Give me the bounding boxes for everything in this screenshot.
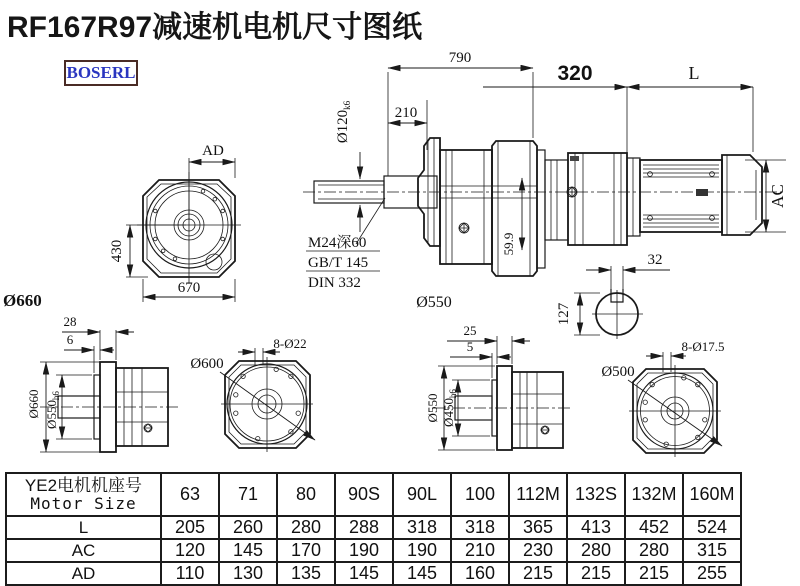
motor-size-table <box>5 472 742 586</box>
motor-size-column-header: 63 <box>161 473 219 516</box>
dim-value-cell: 145 <box>393 562 451 585</box>
table-row <box>6 516 741 539</box>
dim-value-cell: 135 <box>277 562 335 585</box>
motor-fins <box>643 165 719 227</box>
brand-logo: BOSERL <box>64 60 138 86</box>
dim-790-label: 790 <box>448 50 472 66</box>
dim-value-cell: 160 <box>451 562 509 585</box>
dim-value-cell: 145 <box>335 562 393 585</box>
table-row <box>6 562 741 585</box>
note-tap-label: M24深60 <box>308 235 367 251</box>
dim-6-label: 6 <box>66 332 74 347</box>
dim-value-cell: 230 <box>509 539 567 562</box>
dim-value-cell: 413 <box>567 516 625 539</box>
dim-value-cell: 280 <box>567 539 625 562</box>
spigot450-tolerance: h6 <box>448 389 458 399</box>
plug-symbol-4 <box>541 426 549 434</box>
callout-dia550-label: Ø550 <box>416 294 452 311</box>
dim-key-width-label: 32 <box>647 252 663 268</box>
motor-size-column-header: 132S <box>567 473 625 516</box>
note-std2-label: DIN 332 <box>308 275 361 291</box>
dim-value-cell: 210 <box>451 539 509 562</box>
dim-320-label: 320 <box>557 62 593 85</box>
dim-value-cell: 288 <box>335 516 393 539</box>
dim-430-label: 430 <box>109 239 125 263</box>
plug-symbol <box>459 223 469 233</box>
dim-value-cell: 365 <box>509 516 567 539</box>
output-flange-side-view-550 <box>425 323 572 450</box>
fan-cover <box>722 155 762 235</box>
motor-size-column-header: 71 <box>219 473 277 516</box>
dim-value-cell: 255 <box>683 562 741 585</box>
gearbox-front-view <box>109 143 241 302</box>
callout-bc500-label: Ø500 <box>601 364 635 380</box>
motor-size-header-cn: YE2电机机座号 <box>24 475 143 495</box>
dim-670-label: 670 <box>177 280 201 296</box>
dim-value-cell: 215 <box>625 562 683 585</box>
dim-ad-label: AD <box>202 143 224 159</box>
motor-size-column-header: 100 <box>451 473 509 516</box>
dim-value-cell: 524 <box>683 516 741 539</box>
dim-row-label: L <box>6 516 161 539</box>
dim-od660-label: Ø660 <box>26 389 41 419</box>
motor-size-header-en: Motor Size <box>30 494 137 514</box>
dim-59-9-label: 59.9 <box>501 232 516 256</box>
gearmotor-side-view <box>303 50 787 311</box>
table-row <box>6 539 741 562</box>
dim-key-height-label: 127 <box>556 302 572 326</box>
dim-od550-label: Ø550 <box>425 393 440 423</box>
spigot550-value: Ø550 <box>44 400 59 429</box>
shaft-dia-value: Ø120 <box>335 109 351 144</box>
callout-bc600-label: Ø600 <box>190 356 224 372</box>
dim-value-cell: 318 <box>451 516 509 539</box>
dim-value-cell: 190 <box>335 539 393 562</box>
dim-l-label: L <box>688 63 700 83</box>
motor-size-column-header: 90S <box>335 473 393 516</box>
dim-spigot550-label <box>44 391 61 429</box>
dim-value-cell: 280 <box>625 539 683 562</box>
dim-value-cell: 260 <box>219 516 277 539</box>
dim-value-cell: 190 <box>393 539 451 562</box>
dim-value-cell: 130 <box>219 562 277 585</box>
page-title: RF167R97减速机电机尺寸图纸 <box>7 11 423 44</box>
dim-value-cell: 110 <box>161 562 219 585</box>
dim-value-cell: 280 <box>277 516 335 539</box>
shaft-key-section <box>556 252 670 339</box>
dim-210-label: 210 <box>394 105 418 121</box>
motor-size-column-header: 90L <box>393 473 451 516</box>
dim-value-cell: 215 <box>509 562 567 585</box>
motor-size-header-cell <box>6 473 161 516</box>
dim-value-cell: 318 <box>393 516 451 539</box>
dim-shaft-dia-label <box>335 100 352 143</box>
output-flange-front-view-600 <box>190 336 315 452</box>
dim-ac-label: AC <box>768 184 787 208</box>
table-header-row <box>6 473 741 516</box>
motor-size-column-header: 112M <box>509 473 567 516</box>
output-flange-side-view-660 <box>3 291 178 452</box>
dim-holes-500-label: 8-Ø17.5 <box>681 339 725 354</box>
dim-value-cell: 205 <box>161 516 219 539</box>
output-flange-front-view-500 <box>601 339 724 457</box>
spigot450-value: Ø450 <box>441 398 456 427</box>
motor-size-column-header: 80 <box>277 473 335 516</box>
spigot550-tolerance: h6 <box>51 391 61 401</box>
dim-5-label: 5 <box>466 339 474 354</box>
dim-25-label: 25 <box>463 323 477 338</box>
motor-size-column-header: 132M <box>625 473 683 516</box>
callout-dia660-label: Ø660 <box>3 291 42 310</box>
dim-row-label: AD <box>6 562 161 585</box>
dim-28-label: 28 <box>63 314 77 329</box>
plug-symbol-3 <box>144 424 152 432</box>
dim-value-cell: 145 <box>219 539 277 562</box>
dim-value-cell: 120 <box>161 539 219 562</box>
dim-holes-600-label: 8-Ø22 <box>273 336 307 351</box>
dim-value-cell: 170 <box>277 539 335 562</box>
motor-size-column-header: 160M <box>683 473 741 516</box>
shaft-dia-tolerance: k6 <box>342 100 352 110</box>
dim-value-cell: 315 <box>683 539 741 562</box>
note-std1-label: GB/T 145 <box>308 255 369 271</box>
dim-value-cell: 452 <box>625 516 683 539</box>
dim-value-cell: 215 <box>567 562 625 585</box>
dim-row-label: AC <box>6 539 161 562</box>
